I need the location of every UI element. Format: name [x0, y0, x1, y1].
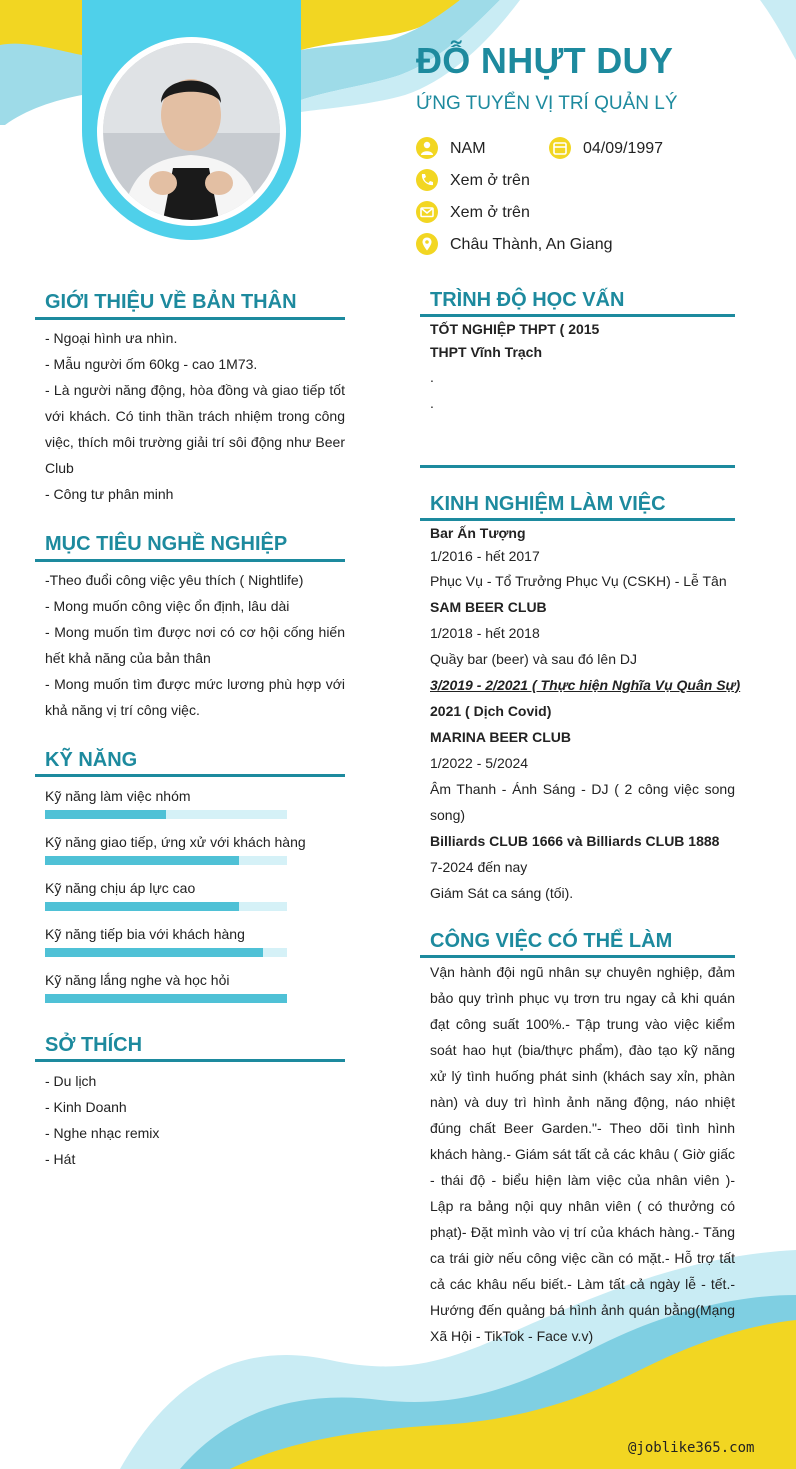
goals-title: MỤC TIÊU NGHỀ NGHIỆP	[45, 533, 288, 555]
experience-covid: 2021 ( Dịch Covid)	[430, 703, 552, 719]
capable-title: CÔNG VIỆC CÓ THỂ LÀM	[430, 930, 673, 952]
birthday-value: 04/09/1997	[583, 140, 664, 157]
skill-bar-fill	[45, 856, 239, 865]
skill-bar	[45, 902, 287, 911]
hobbies-text	[45, 1068, 345, 1172]
education-title: TRÌNH ĐỘ HỌC VẤN	[430, 289, 625, 311]
experience-period: 1/2022 - 5/2024	[430, 755, 529, 771]
capable-divider	[420, 955, 735, 958]
footer-handle: @joblike365.com	[628, 1440, 755, 1456]
hobbies-divider	[35, 1059, 345, 1062]
hobby-line: - Hát	[45, 1151, 76, 1167]
intro-title: GIỚI THIỆU VỀ BẢN THÂN	[45, 291, 297, 313]
hobbies-title: SỞ THÍCH	[45, 1034, 143, 1056]
experience-period: 7-2024 đến nay	[430, 859, 528, 875]
skills-title: KỸ NĂNG	[45, 749, 138, 771]
gender-value: NAM	[450, 140, 486, 157]
experience-company: Billiards CLUB 1666 và Billiards CLUB 1888	[430, 833, 720, 849]
skill-label: Kỹ năng lắng nghe và học hỏi	[45, 972, 230, 988]
education-note: .	[430, 395, 434, 411]
skill-bar	[45, 810, 287, 819]
experience-divider	[420, 518, 735, 521]
mail-icon	[416, 201, 438, 223]
skill-label: Kỹ năng tiếp bia với khách hàng	[45, 926, 245, 942]
hobby-line: - Du lịch	[45, 1073, 97, 1089]
skill-bar-fill	[45, 810, 166, 819]
goal-line: - Mong muốn tìm được mức lương phù hợp với khả năng vị trí công việc.	[45, 676, 345, 718]
avatar-photo	[103, 43, 280, 220]
skill-bar-fill	[45, 994, 287, 1003]
skill-bar-fill	[45, 948, 263, 957]
goals-text	[45, 567, 345, 723]
experience-role: Phục Vụ - Tổ Trưởng Phục Vụ (CSKH) - Lễ Tân	[430, 573, 727, 589]
intro-line: - Ngoại hình ưa nhìn.	[45, 330, 178, 346]
address-value: Châu Thành, An Giang	[450, 236, 613, 253]
avatar	[103, 43, 280, 220]
intro-line: - Công tư phân minh	[45, 486, 174, 502]
skill-bar	[45, 856, 287, 865]
experience-company: MARINA BEER CLUB	[430, 729, 572, 745]
experience-company: SAM BEER CLUB	[430, 599, 547, 615]
calendar-icon	[549, 137, 571, 159]
education-note: .	[430, 369, 434, 385]
experience-military: 3/2019 - 2/2021 ( Thực hiện Nghĩa Vụ Quân Sự)	[430, 677, 741, 693]
experience-role: Âm Thanh - Ánh Sáng - DJ ( 2 công việc song song)	[430, 781, 735, 823]
experience-role: Quầy bar (beer) và sau đó lên DJ	[430, 651, 637, 667]
experience-company: Bar Ấn Tượng	[430, 525, 526, 541]
applied-position: ỨNG TUYỂN VỊ TRÍ QUẢN LÝ	[416, 93, 678, 114]
goal-line: - Mong muốn công việc ổn định, lâu dài	[45, 598, 290, 614]
phone-icon	[416, 169, 438, 191]
experience-title: KINH NGHIỆM LÀM VIỆC	[430, 493, 666, 515]
experience-period: 1/2016 - hết 2017	[430, 548, 540, 564]
goal-line: - Mong muốn tìm được nơi có cơ hội cống hiến hết khả năng của bản thân	[45, 624, 345, 666]
capable-text: Vận hành đội ngũ nhân sự chuyên nghiệp, đảm bảo quy trình phục vụ trơn tru ngay cả khi quán đạt công suất 100%.- Tập trung vào việc kiểm soát hao hụt (bia/thực phẩm), đào tạo kỹ năng xử lý tình huống phát sinh (khách say xỉn, phàn nàn) và duy trì hình ảnh năng động, náo nhiệt đúng chất Beer Garden."- Theo dõi tình hình khách hàng.- Giám sát tất cả các khâu ( Giờ giấc - thái độ - biểu hiện làm việc của nhân viên )- Lập ra bảng nội quy nhân viên ( có thưởng có phạt)- Đặt mình vào vị trí của khách hàng.- Tăng ca trái giờ nếu công việc cần có mặt.- Hỗ trợ tất cả các khâu nếu biết.- Làm tất cả ngày lễ - tết.- Hướng đến quảng bá hình ảnh quán bằng(Mạng Xã Hội - TikTok - Face v.v)	[430, 964, 735, 1344]
skill-label: Kỹ năng làm việc nhóm	[45, 788, 191, 804]
experience-period: 1/2018 - hết 2018	[430, 625, 540, 641]
email-value: Xem ở trên	[450, 204, 530, 221]
skill-label: Kỹ năng giao tiếp, ứng xử với khách hàng	[45, 834, 306, 850]
intro-text	[45, 325, 345, 507]
intro-line: - Mẫu người ốm 60kg - cao 1M73.	[45, 356, 258, 372]
skill-bar-fill	[45, 902, 239, 911]
skill-bar	[45, 948, 287, 957]
education-degree: TỐT NGHIỆP THPT ( 2015	[430, 321, 600, 337]
education-divider	[420, 314, 735, 317]
goal-line: -Theo đuổi công việc yêu thích ( Nightlife)	[45, 572, 304, 588]
skill-bar	[45, 994, 287, 1003]
education-bottom-divider	[420, 465, 735, 468]
hobby-line: - Kinh Doanh	[45, 1099, 127, 1115]
candidate-name: ĐỖ NHỰT DUY	[416, 40, 674, 81]
skill-label: Kỹ năng chịu áp lực cao	[45, 880, 196, 896]
phone-value: Xem ở trên	[450, 172, 530, 189]
education-school: THPT Vĩnh Trạch	[430, 344, 543, 360]
hobby-line: - Nghe nhạc remix	[45, 1125, 160, 1141]
goals-divider	[35, 559, 345, 562]
location-pin-icon	[416, 233, 438, 255]
intro-divider	[35, 317, 345, 320]
skills-divider	[35, 774, 345, 777]
intro-line: - Là người năng động, hòa đồng và giao tiếp tốt với khách. Có tinh thần trách nhiệm trong công việc, thích môi trường giải trí sôi động như Beer Club	[45, 382, 345, 476]
user-icon	[416, 137, 438, 159]
experience-role: Giám Sát ca sáng (tối).	[430, 885, 574, 901]
